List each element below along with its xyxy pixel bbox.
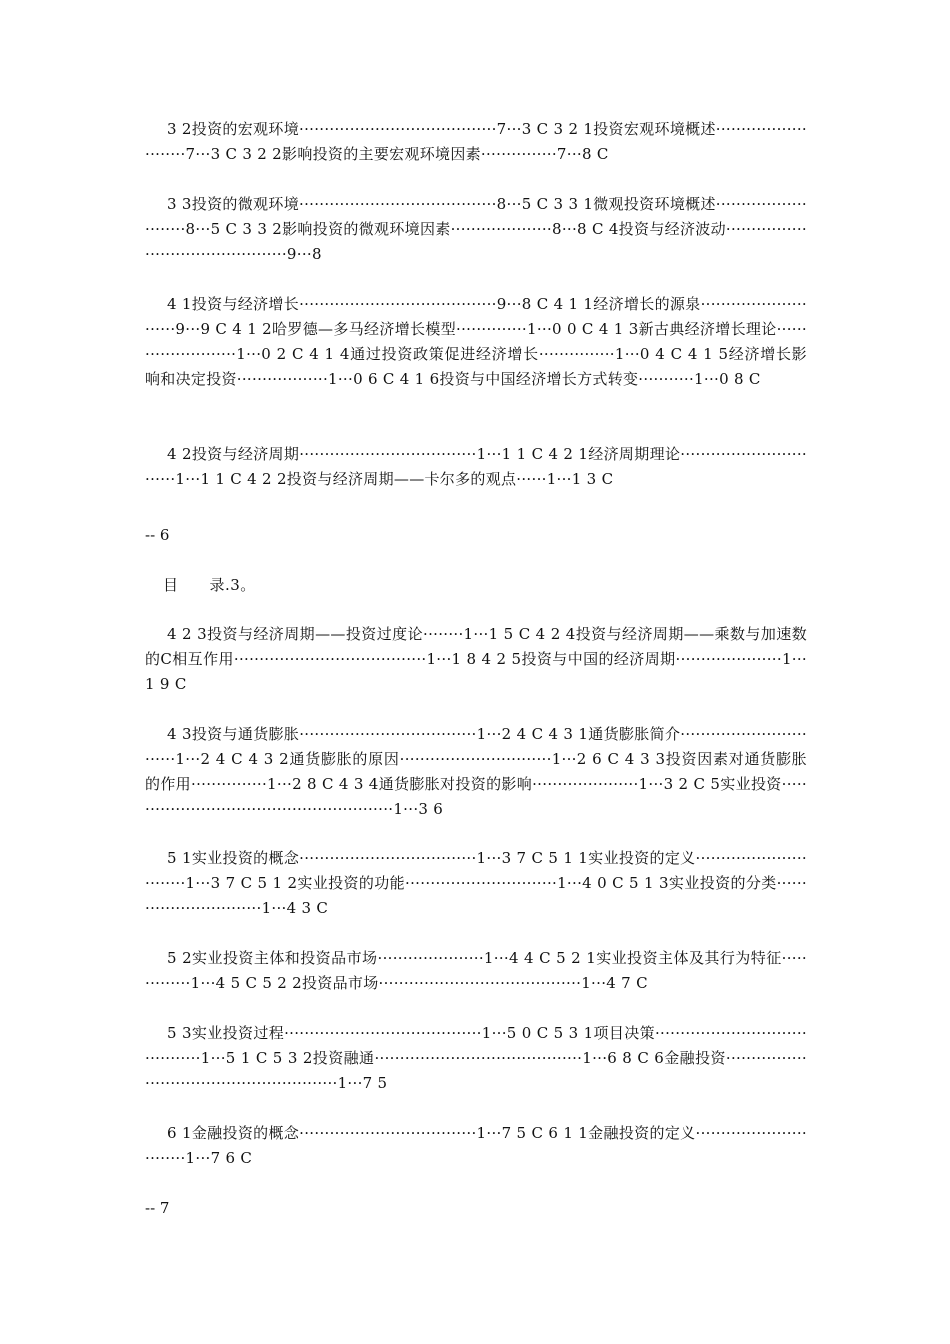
page-number: -- 6: [145, 526, 170, 544]
toc-paragraph-4-2-3: 4 2 3投资与经济周期——投资过度论········1···1 5 C 4 2 4投资与经济周期——乘数与加速数的C相互作用······································1···1 8 4 2 5投资与中国的经济周期·····················1···1 9 C: [145, 625, 807, 693]
page-number: -- 7: [145, 1199, 170, 1217]
running-header: 目 录.3。: [163, 576, 256, 594]
toc-paragraph-5-1: 5 1实业投资的概念···································1···3 7 C 5 1 1实业投资的定义······························1···3 7 C 5 1 2实业投资的功能······························1···4 0 C 5 1 3实业投资的分类·····························1···4 3 C: [145, 849, 807, 917]
toc-paragraph-3-2: 3 2投资的宏观环境·······································7···3 C 3 2 1投资宏观环境概述··························7···3 C 3 2 2影响投资的主要宏观环境因素···············7···8 C: [145, 120, 807, 163]
toc-paragraph-5-3: 5 3实业投资过程·······································1···5 0 C 5 3 1项目决策·········································1···5 1 C 5 3 2投资融通·········································1···6 8 C 6金融投资······················································1···7 5: [145, 1024, 807, 1092]
toc-paragraph-5-2: 5 2实业投资主体和投资品市场·····················1···4 4 C 5 2 1实业投资主体及其行为特征··············1···4 5 C 5 2 2投资品市场········································1···4 7 C: [145, 949, 807, 992]
toc-paragraph-6-1: 6 1金融投资的概念···································1···7 5 C 6 1 1金融投资的定义······························1···7 6 C: [145, 1124, 807, 1167]
toc-paragraph-4-3: 4 3投资与通货膨胀···································1···2 4 C 4 3 1通货膨胀简介·······························1···2 4 C 4 3 2通货膨胀的原因······························1···2 6 C 4 3 3投资因素对通货膨胀的作用···············1···2 8 C 4 3 4通货膨胀对投资的影响·····················1···3 2 C 5实业投资······················································1···3 6: [145, 725, 807, 818]
toc-paragraph-4-1: 4 1投资与经济增长·······································9···8 C 4 1 1经济增长的源泉···························9···9 C 4 1 2哈罗德—多马经济增长模型··············1···0 0 C 4 1 3新古典经济增长理论························1···0 2 C 4 1 4通过投资政策促进经济增长···············1···0 4 C 4 1 5经济增长影响和决定投资··················1···0 6 C 4 1 6投资与中国经济增长方式转变···········1···0 8 C: [145, 295, 807, 388]
toc-paragraph-3-3: 3 3投资的微观环境·······································8···5 C 3 3 1微观投资环境概述··························8···5 C 3 3 2影响投资的微观环境因素····················8···8 C 4投资与经济波动············································9···8: [145, 195, 807, 263]
toc-paragraph-4-2: 4 2投资与经济周期···································1···1 1 C 4 2 1经济周期理论·······························1···1 1 C 4 2 2投资与经济周期——卡尔多的观点······1···1 3 C: [145, 445, 807, 488]
